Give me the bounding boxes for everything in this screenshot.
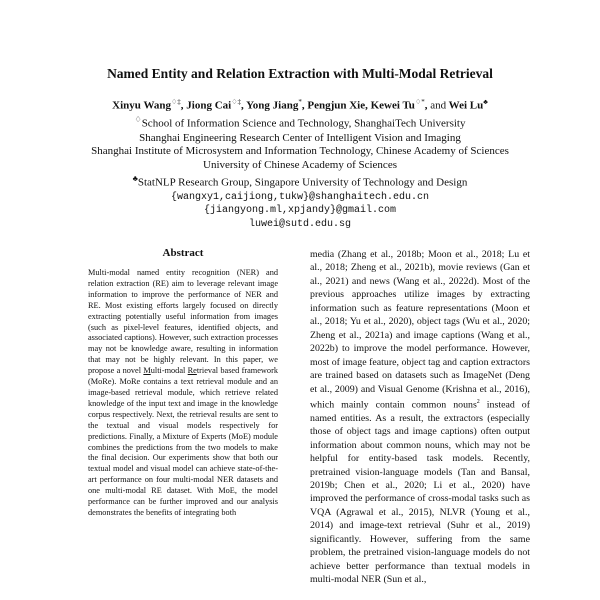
author-marks: ♢‡ <box>170 98 181 106</box>
author-name: Kewei Tu <box>370 99 415 112</box>
abstract-text: ulti-modal <box>150 366 188 376</box>
author-separator: , <box>424 99 431 112</box>
abstract-text: trieval based framework (MoRe). MoRe contains a text retrieval module and an image-based retrieval module, which retrieve related knowledge of the input text and image in the knowledge corpus respectively. Next, the retrieval results are sent to the textual and visual models respectively for predictions. Finally, a Mixture of Experts (MoE) module combines the predictions from the two models to make the final decision. Our experiments show that both our textual model and visual model can achieve state-of-the-art performance on four multi-modal NER datasets and one multi-modal RE dataset. With MoE, the model performance can be further improved and our analysis demonstrates the benefits of integrating both <box>88 366 278 517</box>
author-marks: ♢‡ <box>231 98 241 106</box>
intro-text: media (Zhang et al., 2018b; Moon et al., 2018; Lu et al., 2018; Zheng et al., 2021b), movie reviews (Gan et al., 2021) and news (Wang et al., 2022d). Most of the previous approaches utilize images by extracting information such as feature representations (Moon et al., 2018; Yu et al., 2020), object tags (Wu et al., 2020; Zheng et al., 2021a) and image captions (Wang et al., 2022b) to improve the model performance. However, most of image feature, object tag and caption extractors are trained based on datasets such as ImageNet (Deng et al., 2009) and Visual Genome (Krishna et al., 2016), which mainly contain common nouns <box>310 249 530 411</box>
affiliation-line: Shanghai Engineering Research Center of Intelligent Vision and Imaging <box>139 131 461 144</box>
abstract-text: Multi-modal named entity recognition (NER) and relation extraction (RE) aim to leverage relevant image information to improve the performance of NER and RE. Most existing efforts largely focused on directly extracting potentially useful information from images (such as pixel-level features, identified objects, and associated captions). However, such extraction processes may not be knowledge aware, resulting in information that may not be highly relevant. In this paper, we propose a novel <box>88 268 278 376</box>
author-marks: ♢* <box>414 98 425 106</box>
email-line: {wangxy1,caijiong,tukw}@shanghaitech.edu.cn <box>170 191 430 203</box>
affiliation-text: StatNLP Research Group, Singapore University of Technology and Design <box>137 176 468 189</box>
author-name: Yong Jiang <box>246 99 299 112</box>
footnote-marker: 2 <box>476 398 480 405</box>
author-name: Xinyu Wang <box>112 99 171 112</box>
paper-title: Named Entity and Relation Extraction with Multi-Modal Retrieval <box>107 66 493 81</box>
affiliation-mark: ♣ <box>132 174 138 184</box>
affiliation-line: Shanghai Institute of Microsystem and Information Technology, Chinese Academy of Sciences <box>91 145 509 158</box>
intro-column <box>310 248 530 600</box>
abstract-underline: Re <box>187 366 197 376</box>
author-block <box>0 96 600 231</box>
author-name: Pengjun Xie <box>307 99 366 112</box>
author-marks: ♣ <box>483 98 488 106</box>
author-separator: , <box>365 99 371 112</box>
author-separator: , <box>240 99 247 112</box>
abstract-heading: Abstract <box>162 247 204 259</box>
intro-text: instead of named entities. As a result, the extractors (especially those of object tags and image captions) often output information about common nouns, which may not be helpful for entity-based task models. Recently, pretrained vision-language models (Tan and Bansal, 2019b; Chen et al., 2020; Li et al., 2020) have improved the performance of cross-modal tasks such as VQA (Agrawal et al., 2015), NLVR (Young et al., 2014) and image-text retrieval (Suhr et al., 2019) significantly. However, suffering from the same problem, the pretrained vision-language models do not achieve better performance than textual models in multi-modal NER (Sun et al., <box>310 399 530 586</box>
author-marks: * <box>298 98 302 106</box>
author-name: Jiong Cai <box>186 99 232 112</box>
author-name: Wei Lu <box>448 99 484 112</box>
affiliation-text: School of Information Science and Technology, ShanghaiTech University <box>141 117 466 130</box>
affiliation-line <box>0 113 600 131</box>
affiliation-mark: ♢ <box>134 115 142 125</box>
email-line: {jiangyong.ml,xpjandy}@gmail.com <box>203 205 397 217</box>
abstract-body <box>88 268 278 519</box>
email-line: luwei@sutd.edu.sg <box>248 218 352 230</box>
author-separator: , <box>180 99 187 112</box>
affiliation-line <box>0 172 600 190</box>
affiliation-line: University of Chinese Academy of Sciences <box>203 158 397 171</box>
author-and: and <box>430 99 447 112</box>
abstract-underline: M <box>143 366 151 376</box>
author-separator: , <box>301 99 308 112</box>
author-list <box>0 96 600 113</box>
